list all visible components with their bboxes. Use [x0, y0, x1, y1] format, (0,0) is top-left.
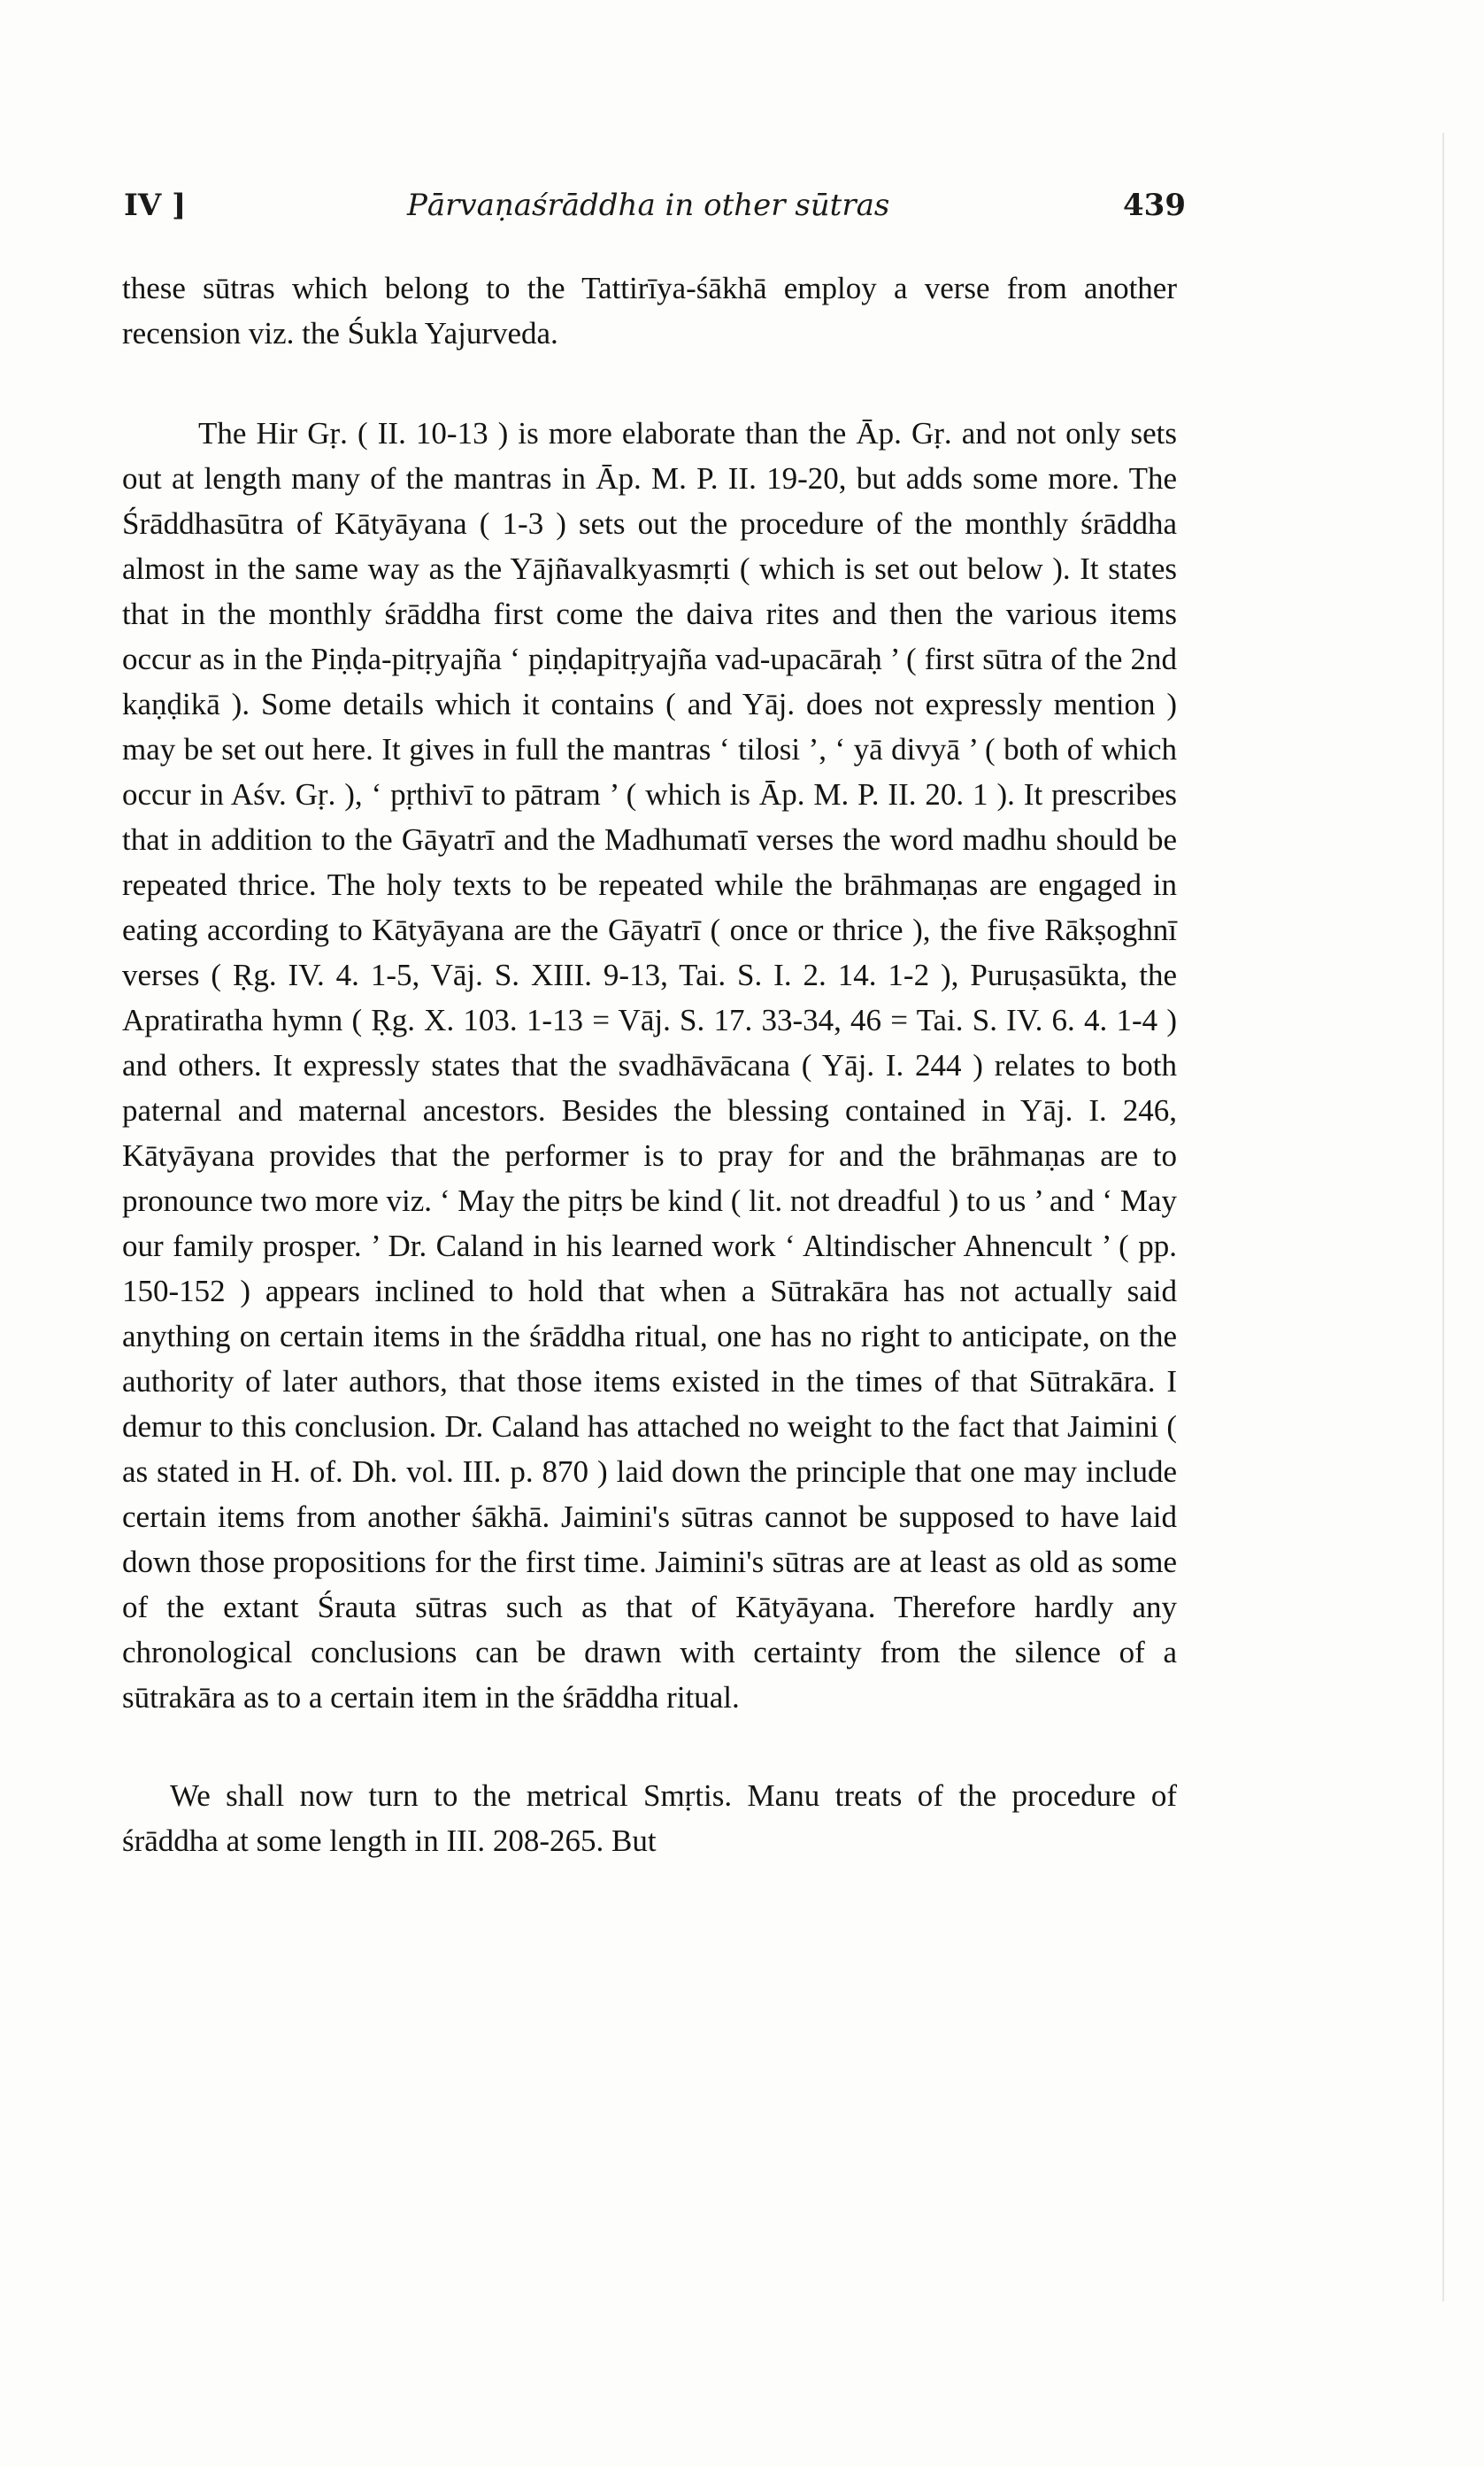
paragraph-metrical-smrtis: We shall now turn to the metrical Smṛtis. Manu treats of the procedure of śrāddha at some length in III. 208-265. But	[122, 1778, 1177, 1858]
body-text	[122, 266, 1177, 1863]
paragraph-katyayana: The Hir Gṛ. ( II. 10-13 ) is more elaborate than the Āp. Gṛ. and not only sets out at length many of the mantras in Āp. M. P. II. 19-20, but adds some more. The Śrāddhasūtra of Kātyāyana ( 1-3 ) sets out the procedure of the monthly śrāddha almost in the same way as the Yājñavalkyasmṛti ( which is set out below ). It states that in the monthly śrāddha first come the daiva rites and then the various items occur as in the Piṇḍa-pitṛyajña ‘ piṇḍapitṛyajña vad-upacāraḥ ’ ( first sūtra of the 2nd kaṇḍikā ). Some details which it contains ( and Yāj. does not expressly mention ) may be set out here. It gives in full the mantras ‘ tilosi ’, ‘ yā divyā ’ ( both of which occur in Aśv. Gṛ. ), ‘ pṛthivī to pātram ’ ( which is Āp. M. P. II. 20. 1 ). It prescribes that in addition to the Gāyatrī and the Madhumatī verses the word madhu should be repeated thrice. The holy texts to be repeated while the brāhmaṇas are engaged in eating according to Kātyāyana are the Gāyatrī ( once or thrice ), the five Rākṣoghnī verses ( Ṛg. IV. 4. 1-5, Vāj. S. XIII. 9-13, Tai. S. I. 2. 14. 1-2 ), Puruṣasūkta, the Apratiratha hymn ( Ṛg. X. 103. 1-13 = Vāj. S. 17. 33-34, 46 = Tai. S. IV. 6. 4. 1-4 ) and others. It expressly states that the svadhāvācana ( Yāj. I. 244 ) relates to both paternal and maternal ancestors. Besides the blessing contained in Yāj. I. 246, Kātyāyana provides that the performer is to pray for and the brāhmaṇas are to pronounce two more viz. ‘ May the pitṛs be kind ( lit. not dreadful ) to us ’ and ‘ May our family prosper. ’ Dr. Caland in his learned work ‘ Altindischer Ahnencult ’ ( pp. 150-152 ) appears inclined to hold that when a Sūtrakāra has not actually said anything on certain items in the śrāddha ritual, one has no right to anticipate, on the authority of later authors, that those items existed in the times of that Sūtrakāra. I demur to this conclusion. Dr. Caland has attached no weight to the fact that Jaimini ( as stated in H. of. Dh. vol. III. p. 870 ) laid down the principle that one may include certain items from another śākhā. Jaimini's sūtras cannot be supposed to have laid down those propositions for the first time. Jaimini's sūtras are at least as old as some of the extant Śrauta sūtras such as that of Kātyāyana. Therefore hardly any chronological conclusions can be drawn with certainty from the silence of a sūtrakāra as to a certain item in the śrāddha ritual.	[122, 416, 1177, 1715]
scan-edge-line	[1442, 133, 1444, 2301]
running-header	[124, 188, 1186, 234]
chapter-marker: IV ]	[124, 188, 187, 223]
paragraph-continuation: these sūtras which belong to the Tattirīya-śākhā employ a verse from another recension viz. the Śukla Yajurveda.	[122, 271, 1177, 351]
running-title: Pārvaṇaśrāddha in other sūtras	[407, 188, 890, 223]
page-number: 439	[1123, 188, 1186, 223]
